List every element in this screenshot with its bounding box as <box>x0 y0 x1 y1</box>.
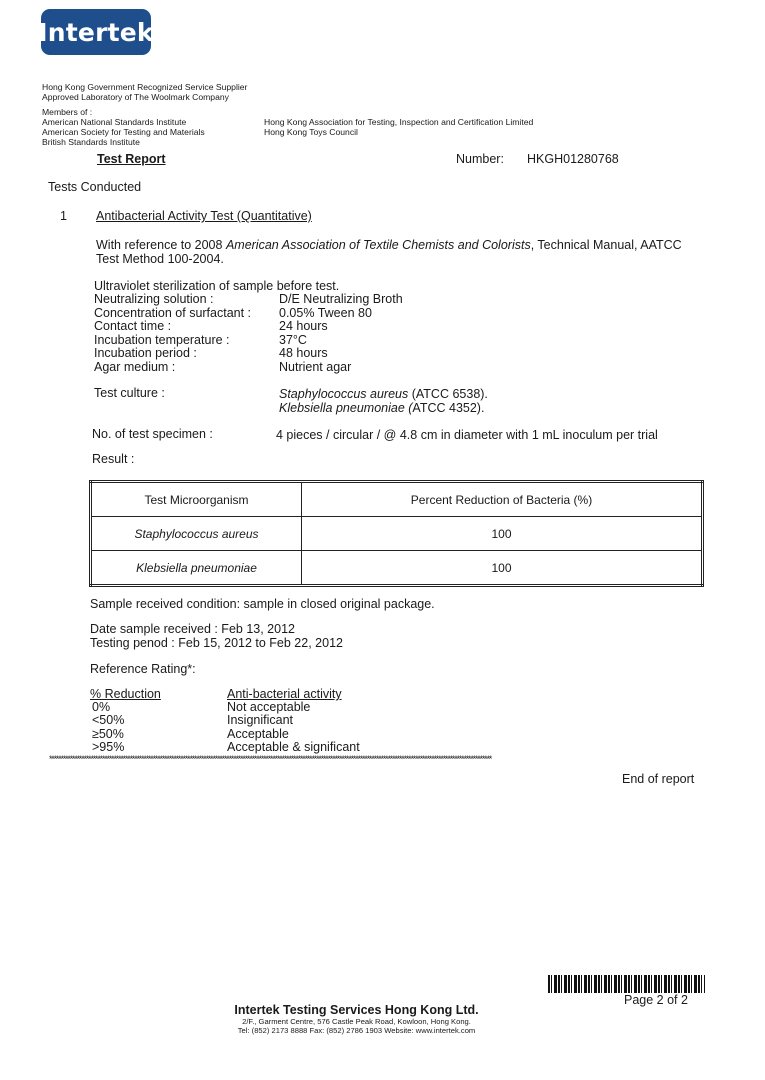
ref-org: American Association of Textile Chemists and Colorists <box>225 238 531 252</box>
reduction-cell: 100 <box>302 517 703 551</box>
param-label: Concentration of surfactant : <box>94 305 252 320</box>
ref-prefix: With reference to 2008 <box>96 238 226 252</box>
specimen-label: No. of test specimen : <box>92 427 213 441</box>
rating-reduction: <50% <box>92 713 125 728</box>
method-reference <box>96 238 706 266</box>
param-value: Nutrient agar <box>279 359 352 374</box>
rating-activity: Acceptable <box>227 726 289 741</box>
logo-text: Intertek <box>38 17 154 47</box>
asterisk-divider: ************************************************************************************************************************************************************************************************ <box>49 754 492 764</box>
rating-activity: Acceptable & significant <box>227 739 360 754</box>
rating-activity-column <box>227 688 360 754</box>
culture-2-suffix: ATCC 4352). <box>412 400 485 415</box>
param-values <box>279 293 403 375</box>
rating-header: Anti-bacterial activity <box>227 687 342 701</box>
param-value: 24 hours <box>279 319 328 334</box>
culture-list <box>279 388 488 415</box>
param-value: 0.05% Tween 80 <box>279 305 372 320</box>
member-item: American National Standards Institute <box>42 117 187 127</box>
organism-cell: Klebsiella pneumoniae <box>91 551 302 586</box>
param-labels <box>94 293 251 375</box>
tests-conducted-heading: Tests Conducted <box>48 180 142 194</box>
param-label: Incubation temperature : <box>94 332 230 347</box>
barcode <box>548 975 705 993</box>
sterilization-note: Ultraviolet sterilization of sample before test. <box>94 279 340 293</box>
table-header-row <box>91 482 703 517</box>
result-table <box>89 480 704 587</box>
footer <box>150 1003 563 1035</box>
member-item: Hong Kong Toys Council <box>264 127 358 137</box>
param-label: Contact time : <box>94 319 172 334</box>
sample-condition: Sample received condition: sample in closed original package. <box>90 597 435 611</box>
table-row <box>91 517 703 551</box>
table-header-cell: Percent Reduction of Bacteria (%) <box>302 482 703 517</box>
param-label: Neutralizing solution : <box>94 292 214 306</box>
rating-activity: Insignificant <box>227 713 294 728</box>
result-label: Result : <box>92 452 135 466</box>
accreditation-line-2: Approved Laboratory of The Woolmark Company <box>42 92 229 102</box>
dates-block <box>90 622 343 650</box>
organism-cell: Staphylococcus aureus <box>91 517 302 551</box>
test-name: Antibacterial Activity Test (Quantitative) <box>96 209 312 223</box>
ref-suffix: , Technical Manual, AATCC <box>530 238 682 252</box>
rating-reduction: ≥50% <box>92 726 124 741</box>
end-of-report: End of report <box>622 772 695 786</box>
report-title: Test Report <box>97 152 166 166</box>
page-number: Page 2 of 2 <box>624 993 688 1007</box>
rating-reduction: >95% <box>92 739 125 754</box>
footer-company: Intertek Testing Services Hong Kong Ltd. <box>234 1003 479 1017</box>
param-label: Incubation period : <box>94 346 197 361</box>
culture-2-name: Klebsiella pneumoniae ( <box>279 400 413 415</box>
member-item: American Society for Testing and Materials <box>42 127 205 137</box>
rating-activity: Not acceptable <box>227 700 311 715</box>
member-item: Hong Kong Association for Testing, Inspection and Certification Limited <box>264 117 534 127</box>
specimen-value: 4 pieces / circular / @ 4.8 cm in diameter with 1 mL inoculum per trial <box>276 428 658 442</box>
param-value: D/E Neutralizing Broth <box>279 292 403 306</box>
table-row <box>91 551 703 586</box>
param-label: Agar medium : <box>94 359 176 374</box>
members-right <box>264 117 533 137</box>
footer-address: 2/F., Garment Centre, 576 Castle Peak Road, Kowloon, Hong Kong. <box>242 1017 471 1026</box>
culture-label: Test culture : <box>94 386 165 400</box>
members-label: Members of : <box>42 107 93 117</box>
accreditation-line-1: Hong Kong Government Recognized Service Supplier <box>42 82 248 92</box>
date-received: Date sample received : Feb 13, 2012 <box>90 622 295 636</box>
accreditation-block <box>42 82 247 102</box>
test-index: 1 <box>60 209 67 223</box>
culture-1-suffix: (ATCC 6538). <box>408 387 488 401</box>
members-left <box>42 107 205 147</box>
testing-period: Testing penod : Feb 15, 2012 to Feb 22, 2012 <box>90 636 343 650</box>
rating-reduction: 0% <box>92 700 111 715</box>
report-number: HKGH01280768 <box>527 152 619 166</box>
rating-reduction-column <box>90 688 161 754</box>
ref-line-2: Test Method 100-2004. <box>96 252 224 266</box>
report-number-label: Number: <box>456 152 504 166</box>
reference-rating-label: Reference Rating*: <box>90 662 196 676</box>
member-item: British Standards Institute <box>42 137 140 147</box>
culture-1-name: Staphylococcus aureus <box>279 387 409 401</box>
param-value: 37°C <box>279 332 307 347</box>
intertek-logo <box>38 9 154 55</box>
param-value: 48 hours <box>279 346 328 361</box>
reduction-cell: 100 <box>302 551 703 586</box>
rating-header: % Reduction <box>90 687 161 701</box>
table-header-cell: Test Microorganism <box>91 482 302 517</box>
footer-contact: Tel: (852) 2173 8888 Fax: (852) 2786 1903 Website: www.intertek.com <box>237 1026 476 1035</box>
